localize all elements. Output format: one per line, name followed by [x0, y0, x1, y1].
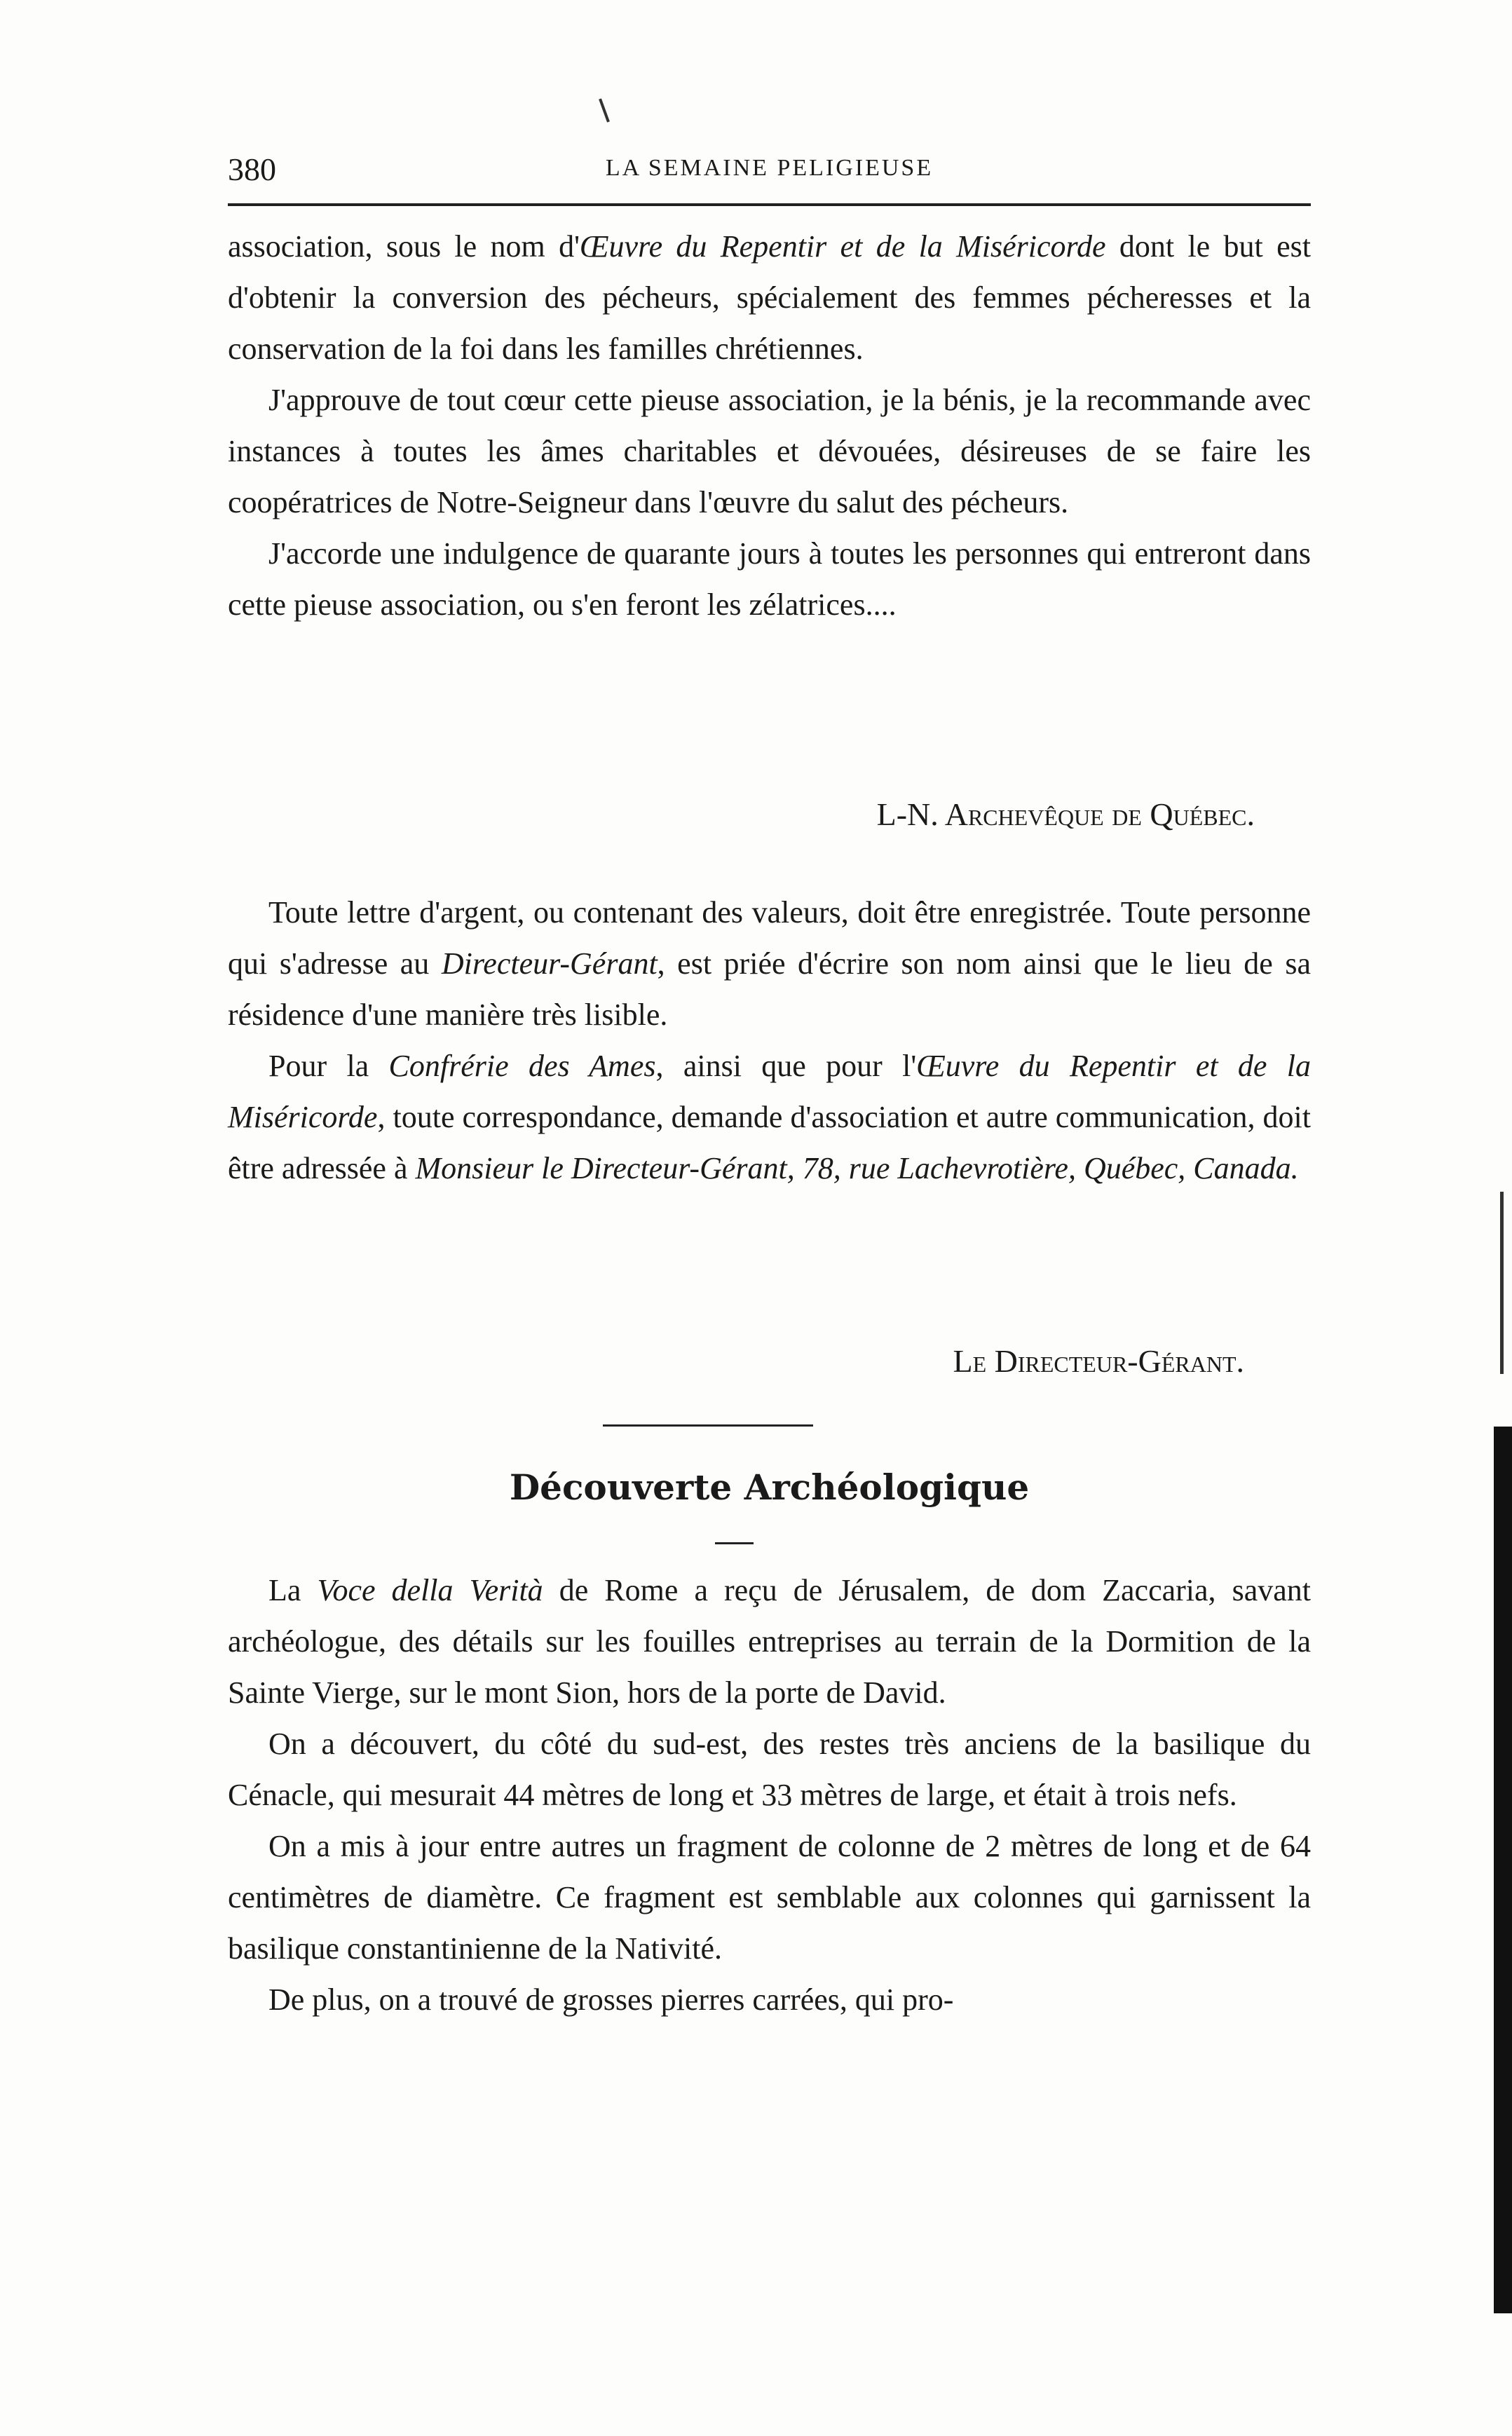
running-title: LA SEMAINE PELIGIEUSE [605, 155, 934, 181]
notice-paragraph-1: Toute lettre d'argent, ou contenant des valeurs, doit être enregistrée. Toute personne qui s'adresse au Directeur-Gérant, est priée d'écrire son nom ainsi que le lieu de sa résidence d'une manière très lisible. [228, 895, 1311, 1032]
notice-signature: Le Directeur-Gérant. [953, 1343, 1244, 1379]
scan-edge-mark [1500, 1192, 1504, 1374]
article-body [228, 1565, 1311, 2025]
running-head [228, 151, 1311, 193]
scan-edge-shadow [1494, 1427, 1512, 2313]
letter-paragraph-2: J'approuve de tout cœur cette pieuse association, je la bénis, je la recommande avec instances à toutes les âmes charitables et dévouées, désireuses de se faire les coopératrices de Notre-Seigneur dans l'œuvre du salut des pécheurs. [228, 383, 1311, 519]
header-rule [228, 203, 1311, 206]
notice-paragraph-2: Pour la Confrérie des Ames, ainsi que pour l'Œuvre du Repentir et de la Miséricorde, toute correspondance, demande d'association et autre communication, doit être adressée à Monsieur le Directeur-Gérant, 78, rue Lachevrotière, Québec, Canada. [228, 1049, 1312, 1185]
article-paragraph-2: On a découvert, du côté du sud-est, des restes très anciens de la basilique du Cénacle, qui mesurait 44 mètres de long et 33 mètres de large, et était à trois nefs. [228, 1727, 1311, 1812]
letter-paragraph-3: J'accorde une indulgence de quarante jours à toutes les personnes qui entreront dans cette pieuse association, ou s'en feront les zélatrices.... [228, 536, 1311, 622]
article-title: Découverte Archéologique [509, 1467, 1030, 1508]
letter-paragraph-1: association, sous le nom d'Œuvre du Repentir et de la Miséricorde dont le but est d'obtenir la conversion des pécheurs, spécialement des femmes pécheresses et la conservation de la foi dans les familles chrétiennes. [228, 229, 1311, 366]
article-paragraph-3: On a mis à jour entre autres un fragment de colonne de 2 mètres de long et de 64 centimètres de diamètre. Ce fragment est semblable aux colonnes qui garnissent la basilique constantinienne de la Nativité. [228, 1829, 1311, 1966]
page-number: 380 [228, 151, 276, 187]
article-paragraph-1: La Voce della Verità de Rome a reçu de Jérusalem, de dom Zaccaria, savant archéologue, des détails sur les fouilles entreprises au terrain de la Dormition de la Sainte Vierge, sur le mont Sion, hors de la porte de David. [228, 1573, 1312, 1710]
notice-section [228, 887, 1311, 1194]
article-paragraph-4: De plus, on a trouvé de grosses pierres carrées, qui pro- [268, 1982, 954, 2017]
title-dash [715, 1542, 754, 1544]
letter-signature: L-N. Archevêque de Québec. [876, 796, 1255, 832]
letter-section [228, 221, 1311, 630]
scan-speck [599, 98, 610, 122]
section-separator [603, 1424, 813, 1427]
